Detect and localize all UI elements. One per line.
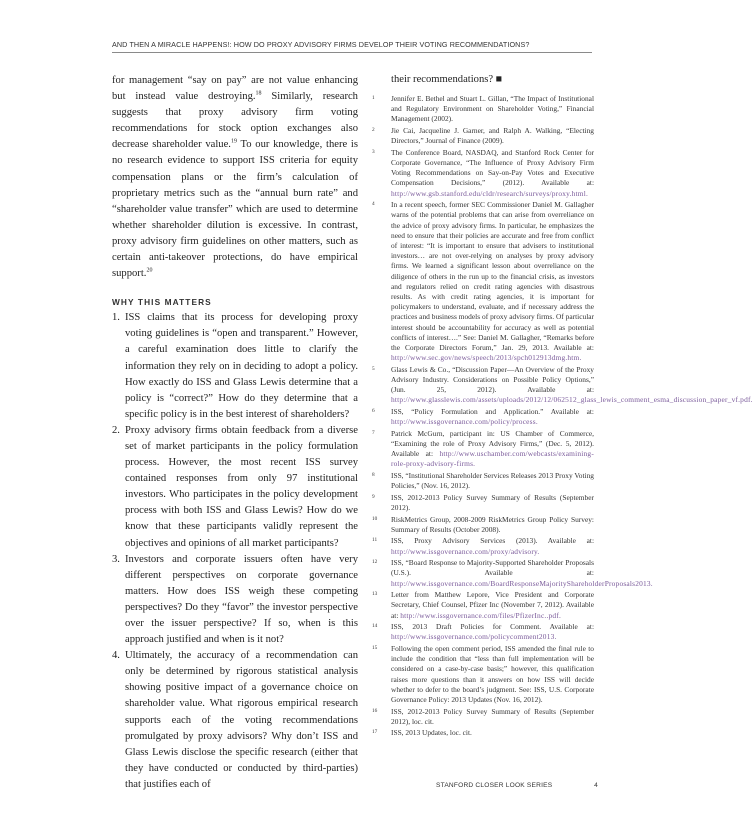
endnote-link[interactable]: http://www.issgovernance.com/files/PfizerInc..pdf.: [400, 610, 562, 620]
endnote-link[interactable]: http://www.glasslewis.com/assets/uploads/2012/12/062512_glass_lewis_comment_esma_discussion_paper_vf.pdf.: [391, 395, 753, 405]
list-item-text: ISS claims that its process for developing proxy voting guidelines is “open and transparent.” However, a careful examination does little to clarify the information they rely on in deciding to adopt a policy. How exactly do ISS and Glass Lewis determine that a policy is “correct?” How do they determine that a specific policy is in the best interest of shareholders?: [125, 312, 358, 420]
endnote: [372, 707, 594, 727]
endnote-number: 8: [372, 472, 375, 479]
endnote-text: Patrick McGurn, participant in: US Chamber of Commerce, “Examining the role of Proxy Advisory Firms,” (Dec. 5, 2012). Available at:: [391, 428, 594, 459]
endnote-number: 9: [372, 493, 375, 500]
right-column: [372, 73, 753, 740]
continuation-text: their recommendations? ■: [391, 74, 503, 85]
list-item: [112, 423, 358, 552]
endnote-link[interactable]: http://www.issgovernance.com/policycomment2013.: [391, 632, 557, 642]
endnote-text: ISS, “Board Response to Majority-Supported Shareholder Proposals (U.S.). Available at:: [391, 558, 594, 578]
endnote: [372, 493, 594, 513]
endnote-text: Letter from Matthew Lepore, Vice President and Corporate Secretary, Chief Counsel, Pfizer Inc (November 7, 2012). Available at:: [391, 590, 594, 620]
list-item-text: Proxy advisory firms obtain feedback from a diverse set of market participants in the policy formulation process. However, the most recent ISS survey contained responses from only 97 institutional investors. Who participates in the policy development process with both ISS and Glass Lewis? How do we know that these participants validly represent the objectives and opinions of all market participants?: [125, 424, 358, 549]
endnote-text: ISS, “Institutional Shareholder Services Releases 2013 Proxy Voting Policies,” (Nov. 16, 2012).: [391, 471, 594, 491]
endnote-link[interactable]: http://www.sec.gov/news/speech/2013/spch012913dmg.htm.: [391, 353, 582, 363]
list-item-number: 4.: [112, 650, 120, 662]
endnote-number: 6: [372, 408, 375, 415]
header-rule: [112, 52, 592, 53]
section-title: WHY THIS MATTERS: [112, 297, 212, 308]
list-item-number: 2.: [112, 424, 120, 436]
endnote: [372, 536, 594, 556]
endnote: [372, 558, 653, 589]
endnote: [372, 515, 594, 535]
endnote-number: 1: [372, 95, 375, 101]
footnote-ref-19[interactable]: 19: [230, 138, 237, 145]
endnote-number: 17: [372, 729, 378, 736]
list-item-text: Ultimately, the accuracy of a recommendation can only be determined by rigorous statistical analysis showing positive impact of a governance choice on shareholder value. What rigorous empirical research supports each of the voting recommendations promulgated by proxy advisors? Why don’t ISS and Glass Lewis disclose the specific research (either that they have conducted or conducted by third-parties) that justifies each of: [125, 650, 358, 790]
list-item-number: 3.: [112, 553, 120, 565]
question-list: [112, 310, 358, 793]
intro-text-1: for management “say on pay” are not value enhancing but instead value destroying.: [112, 75, 358, 103]
endnote-number: 14: [372, 623, 378, 630]
endnotes-list: [372, 94, 753, 739]
endnote: [372, 471, 594, 491]
endnote: [372, 200, 594, 363]
endnote-text: ISS, 2012-2013 Policy Survey Summary of Results (September 2012).: [391, 492, 594, 513]
footer-series-title: STANFORD CLOSER LOOK SERIES: [436, 782, 553, 789]
endnote-number: 2: [372, 127, 375, 133]
endnote: [372, 728, 594, 738]
page-footer: [436, 782, 598, 789]
endnote-text: RiskMetrics Group, 2008-2009 RiskMetrics Group Policy Survey: Summary of Results (October 2008).: [391, 514, 594, 534]
endnote: [372, 94, 594, 125]
intro-paragraph: [112, 73, 358, 282]
endnote-link[interactable]: http://www.issgovernance.com/proxy/advisory.: [391, 546, 540, 556]
left-column: [112, 73, 358, 793]
endnote-number: 11: [372, 537, 378, 544]
endnote-text: ISS, Proxy Advisory Services (2013). Available at:: [391, 536, 594, 546]
endnote: [372, 407, 594, 427]
endnote: [372, 429, 594, 470]
list-item: [112, 552, 358, 649]
endnote-link[interactable]: http://www.issgovernance.com/policy/process.: [391, 417, 538, 427]
endnote-text: ISS, 2013 Draft Policies for Comment. Available at:: [391, 622, 594, 632]
endnote-text: Jie Cai, Jacqueline J. Garner, and Ralph A. Walking, “Electing Directors,” Journal of Finance (2009).: [391, 126, 594, 146]
endnote-link[interactable]: http://www.issgovernance.com/BoardResponseMajorityShareholderProposals2013.: [391, 578, 653, 588]
running-header: AND THEN A MIRACLE HAPPENS!: HOW DO PROXY ADVISORY FIRMS DEVELOP THEIR VOTING RECOMMENDATIONS?: [112, 40, 530, 49]
endnote-number: 10: [372, 515, 378, 522]
endnote-text: Glass Lewis & Co., “Discussion Paper—An Overview of the Proxy Advisory Industry. Considerations on Possible Policy Options,” (Jun. 25, 2012). Available at:: [391, 364, 594, 395]
endnote-number: 7: [372, 429, 375, 436]
endnote-text: ISS, 2013 Updates, loc. cit.: [391, 728, 472, 738]
endnote-number: 16: [372, 707, 378, 714]
list-item: [112, 310, 358, 423]
endnote-link[interactable]: http://www.uschamber.com/webcasts/examining-role-proxy-advisory-firms.: [391, 449, 594, 469]
endnote-number: 15: [372, 645, 378, 652]
endnote-number: 13: [372, 591, 378, 598]
list-item-number: 1.: [112, 312, 120, 324]
endnote: [372, 644, 594, 705]
footnote-ref-20[interactable]: 20: [146, 267, 153, 274]
list-item-text: Investors and corporate issuers often have very different perspectives on corporate governance matters. How does ISS weigh these competing perspectives? Do they “favor” the investor perspective over the issuer perspective? If so, when is this approach justified and when is it not?: [125, 553, 358, 646]
endnote-number: 3: [372, 148, 375, 155]
endnote: [372, 590, 594, 621]
endnote-link[interactable]: http://www.gsb.stanford.edu/cldr/research/surveys/proxy.html.: [391, 188, 588, 198]
endnote-number: 4: [372, 201, 375, 208]
endnote: [372, 126, 594, 146]
list-item: [112, 648, 358, 793]
endnote-number: 12: [372, 559, 378, 566]
intro-text-2: Similarly, research suggests that proxy advisory firm voting recommendations for stock option exchanges also decrease shareholder value.: [112, 91, 358, 151]
endnote: [372, 364, 753, 406]
endnote-text: Jennifer E. Bethel and Stuart L. Gillan, “The Impact of Institutional and Regulatory Environment on Shareholder Voting,” Financial Management (2002).: [391, 94, 594, 124]
endnote-text: The Conference Board, NASDAQ, and Stanford Rock Center for Corporate Governance, “The Influence of Proxy Advisory Firm Voting Recommendations on Say-on-Pay Votes and Executive Compensation Decisions,” (2012). Available at:: [391, 147, 594, 188]
endnote-text: Following the open comment period, ISS amended the final rule to include the condition that “less than full implementation will be considered on a case-by-case basis;” however, this qualification raises more questions than it answers on how ISS will decide whether to defer to the board’s judgment. See: ISS, U.S. Corporate Governance Policy: 2013 Updates (Nov. 16, 2012).: [391, 644, 594, 705]
endnote-text: ISS, “Policy Formulation and Application.” Available at:: [391, 407, 594, 417]
endnote-text: ISS, 2012-2013 Policy Survey Summary of Results (September 2012), loc. cit.: [391, 706, 594, 726]
endnote-number: 5: [372, 365, 375, 372]
endnote: [372, 622, 594, 642]
footnote-ref-18[interactable]: 18: [255, 90, 262, 97]
page-number: 4: [594, 782, 598, 789]
intro-text-3: To our knowledge, there is no research evidence to support ISS criteria for equity compensation plans or the firm’s calculation of proprietary metrics such as the “annual burn rate” and “shareholder value transfer” which are used to determine whether shareholder dilution is excessive. In contrast, proxy advisory firm guidelines on other matters, such as certain anti-takeover protections, do have empirical support.: [112, 139, 358, 280]
endnote: [372, 148, 594, 199]
endnote-text: In a recent speech, former SEC Commissioner Daniel M. Gallagher warns of the potential problems that can arise from overreliance on the advice of proxy advisory firms. In particular, he emphasizes the need to ensure that their policies are accurate and free from conflict of interest: “It is important to ensure that advisers to institutional investors… are not over-relying on analyses by proxy advisory firms. We learned a significant lesson about overreliance on the diligence of others in the run up to the financial crisis, as investors and regulators relied on credit rating agencies with disastrous results. As with credit rating agencies, it is important for policymakers to understand, evaluate, and if necessary address the practices and business models of proxy advisory firms. Of particular interest should be accountability for accuracy as well as potential conflicts of interest….” See: Daniel M. Gallagher, “Remarks before the Corporate Directors Forum,” Jan. 29, 2013. Available at:: [391, 200, 594, 353]
